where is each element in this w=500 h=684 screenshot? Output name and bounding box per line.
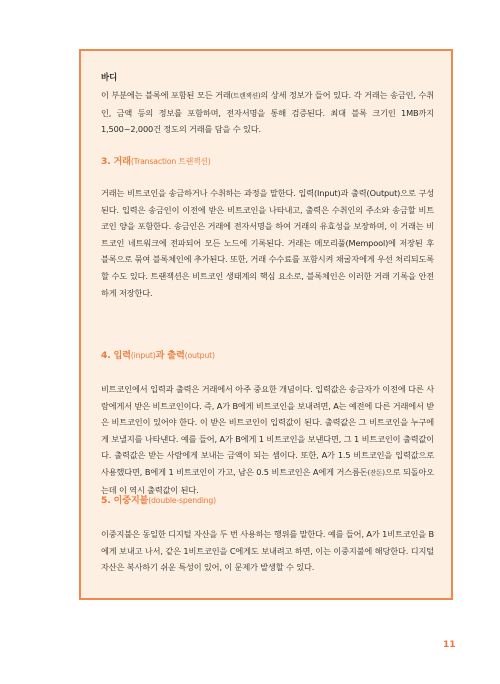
- section4-paragraph-small: (잔돈): [367, 468, 385, 477]
- section4-paragraph-end: 으로 되돌아오는데 이 역시 출력값이 된다.: [101, 466, 434, 495]
- section4-text: [101, 381, 434, 498]
- section3-text: [101, 185, 434, 301]
- section4-heading-sub-b: (output): [184, 351, 215, 360]
- section3-heading: [101, 153, 211, 167]
- section5-paragraph: 이중지불은 동일한 디지털 자산을 두 번 사용하는 행위를 말한다. 예를 들어, A가 1비트코인을 B에게 보내고 나서, 같은 1비트코인을 C에게도 보내려고 하면, 이는 이중지불에 해당한다. 디지털 자산은 복사하기 쉬운 특성이 있어, 이 문제가 발생할 수 있다.: [101, 529, 434, 573]
- section5-heading: [101, 492, 216, 506]
- body-section-title: 바디: [101, 72, 118, 82]
- section5-heading-main: 5. 이중지불: [101, 495, 149, 506]
- section4-heading: [101, 347, 215, 361]
- content-panel: [79, 49, 453, 600]
- body-section-paragraph: [101, 87, 434, 138]
- section4-heading-main-b: 과 출력: [155, 350, 185, 361]
- body-text-b: 의 상세 정보가 들어 있다. 각 거래는 송금인, 수취인, 금액 등의 정보를 포함하며, 전자서명을 통해 검증된다. 최대 블록 크기인 1MB까지 1,500~2,000건 정도의 거래를 담을 수 있다.: [101, 90, 434, 135]
- section5-text: [101, 526, 434, 576]
- body-text-small: (트랜잭션): [230, 92, 261, 100]
- section5-heading-sub: (double-spending): [148, 496, 217, 505]
- section4-paragraph: [101, 381, 434, 498]
- body-text-a: 이 부분에는 블록에 포함된 모든 거래: [101, 90, 231, 100]
- section3-heading-main: 3. 거래: [101, 156, 131, 167]
- body-section-text: [101, 87, 434, 138]
- section3-paragraph: 거래는 비트코인을 송금하거나 수취하는 과정을 말한다. 입력(Input)과 출력(Output)으로 구성된다. 입력은 송금인이 이전에 받은 비트코인을 나타내고, 출력은 수취인의 주소와 송금할 비트코인 양을 포함한다. 송금인은 거래에 전자서명을 하여 거래의 유효성을 보장하며, 이 거래는 비트코인 네트워크에 전파되어 모든 노드에 기록된다. 거래는 메모리풀(Mempool)에 저장된 후 블록으로 묶여 블록체인에 추가된다. 또한, 거래 수수료를 포함시켜 채굴자에게 우선 처리되도록 할 수도 있다. 트랜잭션은 비트코인 생태계의 핵심 요소로, 블록체인은 이러한 거래 기록을 안전하게 저장한다.: [101, 188, 434, 298]
- section4-paragraph-main: 비트코인에서 입력과 출력은 거래에서 아주 중요한 개념이다. 입력값은 송금자가 이전에 다른 사람에게서 받은 비트코인이다. 즉, A가 B에게 비트코인을 보내려면, A는 예전에 다른 거래에서 받은 비트코인이 있어야 한다. 이 받은 비트코인이 입력값이 된다. 출력값은 그 비트코인을 누구에게 보낼지를 나타낸다. 예를 들어, A가 B에게 1 비트코인을 보낸다면, 그 1 비트코인이 출력값이다. 출력값은 받는 사람에게 보내는 금액이 되는 셈이다. 또한, A가 1.5 비트코인을 입력값으로 사용했다면, B에게 1 비트코인이 가고, 남은 0.5 비트코인은 A에게 거스름돈: [101, 384, 434, 477]
- section3-heading-sub: (Transaction 트랜잭션): [130, 157, 211, 166]
- section4-heading-main-a: 4. 입력: [101, 350, 131, 361]
- page-number: 11: [443, 640, 456, 650]
- section4-heading-sub-a: (input): [130, 351, 156, 360]
